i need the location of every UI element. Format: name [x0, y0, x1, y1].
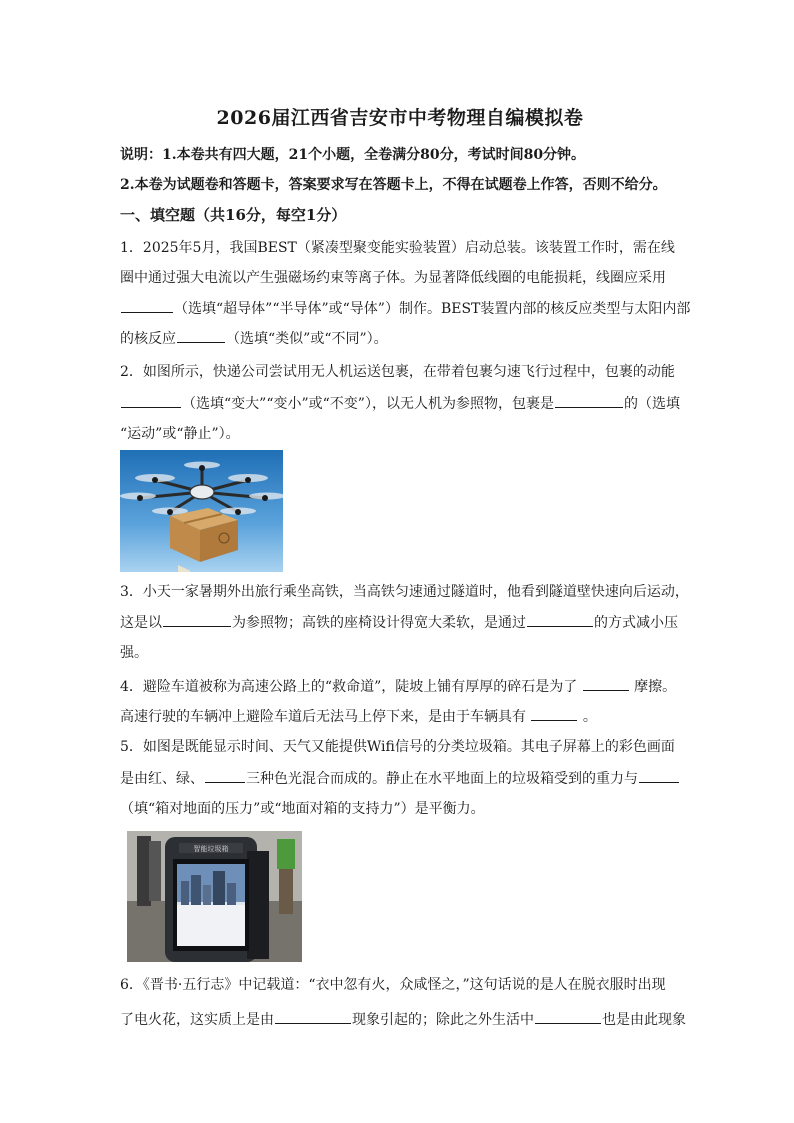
q5-line-3: （填“箱对地面的压力”或“地面对箱的支持力”）是平衡力。 — [120, 801, 485, 817]
q1-line-3-text: （选填“超导体”“半导体”或“导体”）制作。BEST装置内部的核反应类型与太阳内部 — [174, 301, 691, 317]
q1-line-4 — [120, 328, 690, 349]
q4-line-1 — [120, 676, 690, 697]
q3-line-3: 强。 — [120, 645, 148, 661]
answer-blank — [163, 612, 231, 627]
q2-line-2-text-c: 的（选填 — [623, 396, 680, 412]
q1-line-4-text-a: 的核反应 — [120, 331, 176, 347]
answer-blank — [583, 676, 629, 691]
smart-trash-bin-figure — [127, 831, 302, 962]
q4-line-1-text-a: 4．避险车道被称为高速公路上的“救命道”，陡坡上铺有厚厚的碎石是为了 — [120, 679, 578, 695]
instruction-1: 说明：1.本卷共有四大题，21个小题，全卷满分80分，考试时间80分钟。 — [120, 147, 586, 163]
answer-blank — [535, 1009, 601, 1024]
q3-line-2 — [120, 612, 690, 633]
q5-line-2-text-b: 三种色光混合而成的。静止在水平地面上的垃圾箱受到的重力与 — [246, 771, 638, 787]
q4-line-2-text-a: 高速行驶的车辆冲上避险车道后无法马上停下来，是由于车辆具有 — [120, 709, 526, 725]
q3-line-1: 3．小天一家暑期外出旅行乘坐高铁，当高铁匀速通过隧道时，他看到隧道壁快速向后运动， — [120, 584, 689, 600]
answer-blank — [121, 298, 173, 313]
page-title: 2026届江西省吉安市中考物理自编模拟卷 — [216, 107, 584, 129]
q3-line-2-text-c: 的方式减小压 — [594, 615, 678, 631]
q2-line-3: “运动”或“静止”）。 — [120, 426, 240, 442]
q5-line-2-text-a: 是由红、绿、 — [120, 771, 204, 787]
q4-line-2-text-b: 。 — [582, 709, 597, 725]
drone-illustration — [120, 450, 283, 572]
answer-blank — [527, 612, 593, 627]
q6-line-2-text-b: 现象引起的；除此之外生活中 — [352, 1012, 534, 1028]
q3-line-2-text-a: 这是以 — [120, 615, 162, 631]
q2-line-2-text-b: （选填“变大”“变小”或“不变”），以无人机为参照物，包裹是 — [182, 396, 554, 412]
answer-blank — [275, 1009, 351, 1024]
q1-line-4-text-b: （选填“类似”或“不同”）。 — [226, 331, 388, 347]
instruction-2: 2.本卷为试题卷和答题卡，答案要求写在答题卡上，不得在试题卷上作答，否则不给分。 — [120, 177, 667, 193]
q1-line-1: 1．2025年5月，我国BEST（紧凑型聚变能实验装置）启动总装。该装置工作时，需在线 — [120, 240, 675, 256]
q4-line-1-text-b: 摩擦。 — [634, 679, 677, 695]
answer-blank — [531, 706, 577, 721]
answer-blank — [555, 393, 623, 408]
q3-line-2-text-b: 为参照物；高铁的座椅设计得宽大柔软，是通过 — [232, 615, 526, 631]
q6-line-1: 6．《晋书·五行志》中记载道：“衣中忽有火，众咸怪之，”这句话说的是人在脱衣服时出现 — [120, 977, 666, 993]
drone-package-figure — [120, 450, 283, 572]
answer-blank — [121, 393, 181, 408]
q1-line-3 — [120, 298, 690, 319]
q4-line-2 — [120, 706, 690, 727]
section-heading-fill-blank: 一、填空题（共16分，每空1分） — [120, 206, 347, 224]
answer-blank — [177, 328, 225, 343]
q6-line-2 — [120, 1009, 690, 1030]
q6-line-2-text-a: 了电火花，这实质上是由 — [120, 1012, 274, 1028]
answer-blank — [205, 768, 245, 783]
q2-line-2 — [120, 393, 690, 414]
q2-line-1: 2．如图所示，快递公司尝试用无人机运送包裹，在带着包裹匀速飞行过程中，包裹的动能 — [120, 364, 675, 380]
bin-screen-label: 智能垃圾箱 — [193, 845, 229, 853]
q6-line-2-text-c: 也是由此现象 — [602, 1012, 686, 1028]
trash-bin-illustration — [127, 831, 302, 962]
q1-line-2: 圈中通过强大电流以产生强磁场约束等离子体。为显著降低线圈的电能损耗，线圈应采用 — [120, 270, 666, 286]
answer-blank — [639, 768, 679, 783]
q5-line-1: 5．如图是既能显示时间、天气又能提供Wifi信号的分类垃圾箱。其电子屏幕上的彩色画面 — [120, 739, 675, 755]
q5-line-2 — [120, 768, 690, 789]
